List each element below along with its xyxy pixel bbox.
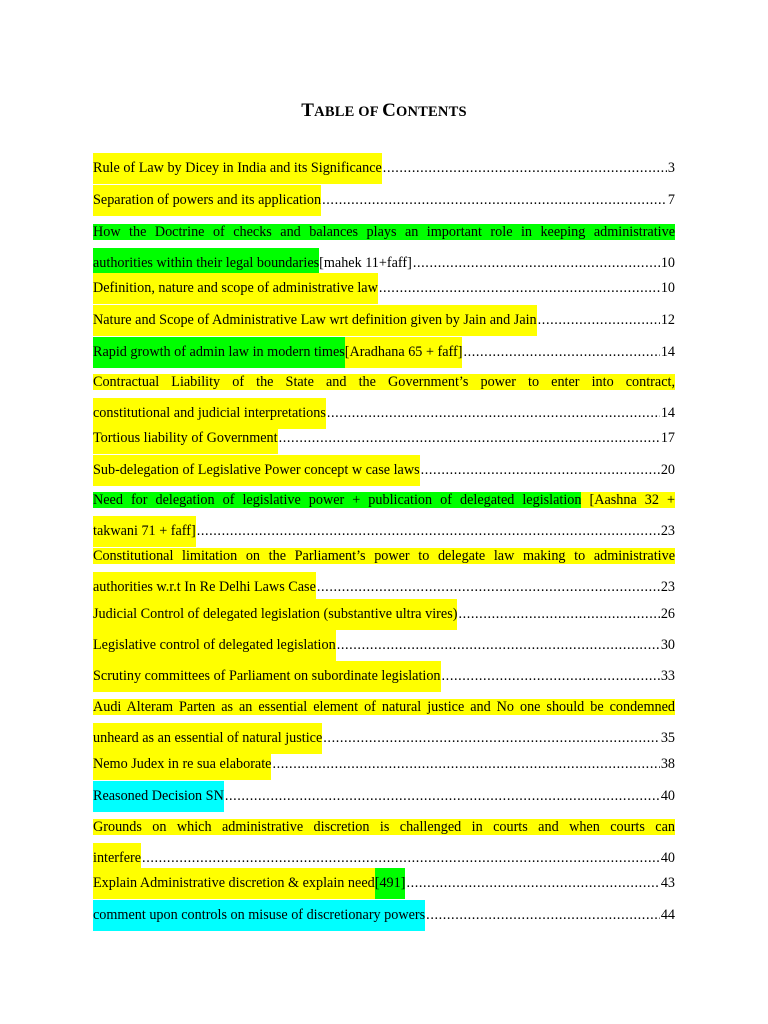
page-number: 20 [660, 462, 675, 478]
toc-entry-last-line [93, 868, 675, 899]
toc-entry-text: unheard as an essential of natural justice [93, 723, 322, 754]
page-number: 30 [660, 637, 675, 653]
toc-entry[interactable] [93, 599, 675, 630]
dot-leader [279, 423, 660, 454]
dot-leader [442, 661, 660, 692]
page-number: 14 [660, 344, 675, 360]
dot-leader [421, 455, 660, 486]
toc-entry-last-line [93, 273, 675, 304]
toc-entry-last-line [93, 599, 675, 630]
toc-entry-text: Need for delegation of legislative power + publication of delegated legislation [93, 492, 582, 508]
toc-entry-text: authorities within their legal boundaries [93, 248, 319, 279]
toc-entry-text: Sub-delegation of Legislative Power concept w case laws [93, 455, 420, 486]
page-number: 44 [660, 907, 675, 923]
toc-entry-line [93, 217, 675, 248]
toc-entry[interactable] [93, 153, 675, 184]
toc-entry-text: Tortious liability of Government [93, 423, 278, 454]
page-number: 43 [660, 875, 675, 891]
toc-entry-line [93, 692, 675, 723]
toc-entry[interactable] [93, 185, 675, 216]
toc-entry[interactable] [93, 692, 675, 754]
toc-entry[interactable] [93, 485, 675, 547]
toc-entry-last-line [93, 661, 675, 692]
toc-entry[interactable] [93, 305, 675, 336]
dot-leader [426, 900, 660, 931]
toc-entry-text: Nature and Scope of Administrative Law wrt definition given by Jain and Jain [93, 305, 537, 336]
dot-leader [463, 337, 659, 368]
title-initial-2: C [382, 100, 397, 121]
toc-entry[interactable] [93, 661, 675, 692]
toc-entry-text: Scrutiny committees of Parliament on subordinate legislation [93, 661, 441, 692]
toc-entry[interactable] [93, 812, 675, 874]
page-number: 14 [660, 405, 675, 421]
toc-entry-text: Nemo Judex in re sua elaborate [93, 749, 271, 780]
toc-entry-text: Rapid growth of admin law in modern times [93, 337, 345, 368]
toc-entry-last-line [93, 153, 675, 184]
toc-entry-text: Judicial Control of delegated legislation (substantive ultra vires) [93, 599, 457, 630]
toc-entry-text: Audi Alteram Parten as an essential element of natural justice and No one should be condemned [93, 699, 675, 715]
dot-leader [383, 153, 667, 184]
toc-entry-text: constitutional and judicial interpretations [93, 398, 326, 429]
toc-entry-last-line [93, 337, 675, 368]
toc-entry[interactable] [93, 367, 675, 429]
toc-entry-line [93, 541, 675, 572]
toc-entry[interactable] [93, 781, 675, 812]
page-number: 12 [660, 312, 675, 328]
toc-entry[interactable] [93, 423, 675, 454]
page-number: 3 [667, 160, 675, 176]
toc-entry-text: Definition, nature and scope of administrative law [93, 273, 378, 304]
page-number: 40 [660, 850, 675, 866]
toc-entry-text: Separation of powers and its application [93, 185, 321, 216]
title-initial-1: T [301, 100, 315, 121]
toc-entry-text: Rule of Law by Dicey in India and its Significance [93, 153, 382, 184]
toc-entry[interactable] [93, 630, 675, 661]
toc-entry-text: [Aradhana 65 + faff] [345, 337, 463, 368]
page-number: 26 [660, 606, 675, 622]
dot-leader [406, 868, 659, 899]
page-number: 40 [660, 788, 675, 804]
toc-entry[interactable] [93, 868, 675, 899]
toc-entry[interactable] [93, 337, 675, 368]
toc-entry-last-line [93, 455, 675, 486]
page-number: 10 [660, 255, 675, 271]
page-title [0, 100, 768, 122]
toc-entry-text: [mahek 11+faff] [319, 255, 412, 271]
toc-entry-last-line [93, 630, 675, 661]
toc-entry-last-line [93, 185, 675, 216]
toc-entry[interactable] [93, 217, 675, 279]
page-number: 23 [660, 523, 675, 539]
toc-entry-text: Explain Administrative discretion & explain need [93, 868, 375, 899]
dot-leader [538, 305, 660, 336]
toc-entry-text: Constitutional limitation on the Parliament’s power to delegate law making to administrative [93, 548, 675, 564]
title-rest-1: ABLE OF [314, 104, 383, 120]
toc-entry-text: [491] [375, 868, 406, 899]
dot-leader [458, 599, 659, 630]
toc-entry-last-line [93, 423, 675, 454]
toc-entry[interactable] [93, 749, 675, 780]
dot-leader [272, 749, 659, 780]
toc-entry[interactable] [93, 900, 675, 931]
toc-entry[interactable] [93, 455, 675, 486]
toc-entry-last-line [93, 749, 675, 780]
toc-entry-text: How the Doctrine of checks and balances plays an important role in keeping administrative [93, 224, 675, 240]
toc-entry-last-line [93, 781, 675, 812]
toc-entry-last-line [93, 900, 675, 931]
toc-entry-text: takwani 71 + faff] [93, 516, 196, 547]
toc-entry-text: Reasoned Decision SN [93, 781, 224, 812]
toc-entry-text: Contractual Liability of the State and the Government’s power to enter into contract, [93, 374, 675, 390]
toc-entry-text: authorities w.r.t In Re Delhi Laws Case [93, 572, 316, 603]
page-number: 17 [660, 430, 675, 446]
toc-entry-text: interfere [93, 843, 141, 874]
dot-leader [225, 781, 660, 812]
toc-entry-line [93, 812, 675, 843]
toc-entry[interactable] [93, 541, 675, 603]
dot-leader [337, 630, 660, 661]
toc-entry-text: comment upon controls on misuse of discretionary powers [93, 900, 425, 931]
page-number: 33 [660, 668, 675, 684]
toc-entry-line [93, 367, 675, 398]
toc-entry-text: Legislative control of delegated legislation [93, 630, 336, 661]
page-number: 38 [660, 756, 675, 772]
title-rest-2: ONTENTS [396, 104, 467, 120]
toc-entry-text: [Aashna 32 + [581, 492, 675, 508]
page-number: 10 [660, 280, 675, 296]
toc-entry-line [93, 485, 675, 516]
page-number: 7 [667, 192, 675, 208]
dot-leader [379, 273, 660, 304]
page-number: 35 [660, 730, 675, 746]
toc-entry-text: Grounds on which administrative discretion is challenged in courts and when courts can [93, 819, 675, 835]
dot-leader [322, 185, 667, 216]
toc-entry-last-line [93, 305, 675, 336]
page-number: 23 [660, 579, 675, 595]
toc-entry[interactable] [93, 273, 675, 304]
